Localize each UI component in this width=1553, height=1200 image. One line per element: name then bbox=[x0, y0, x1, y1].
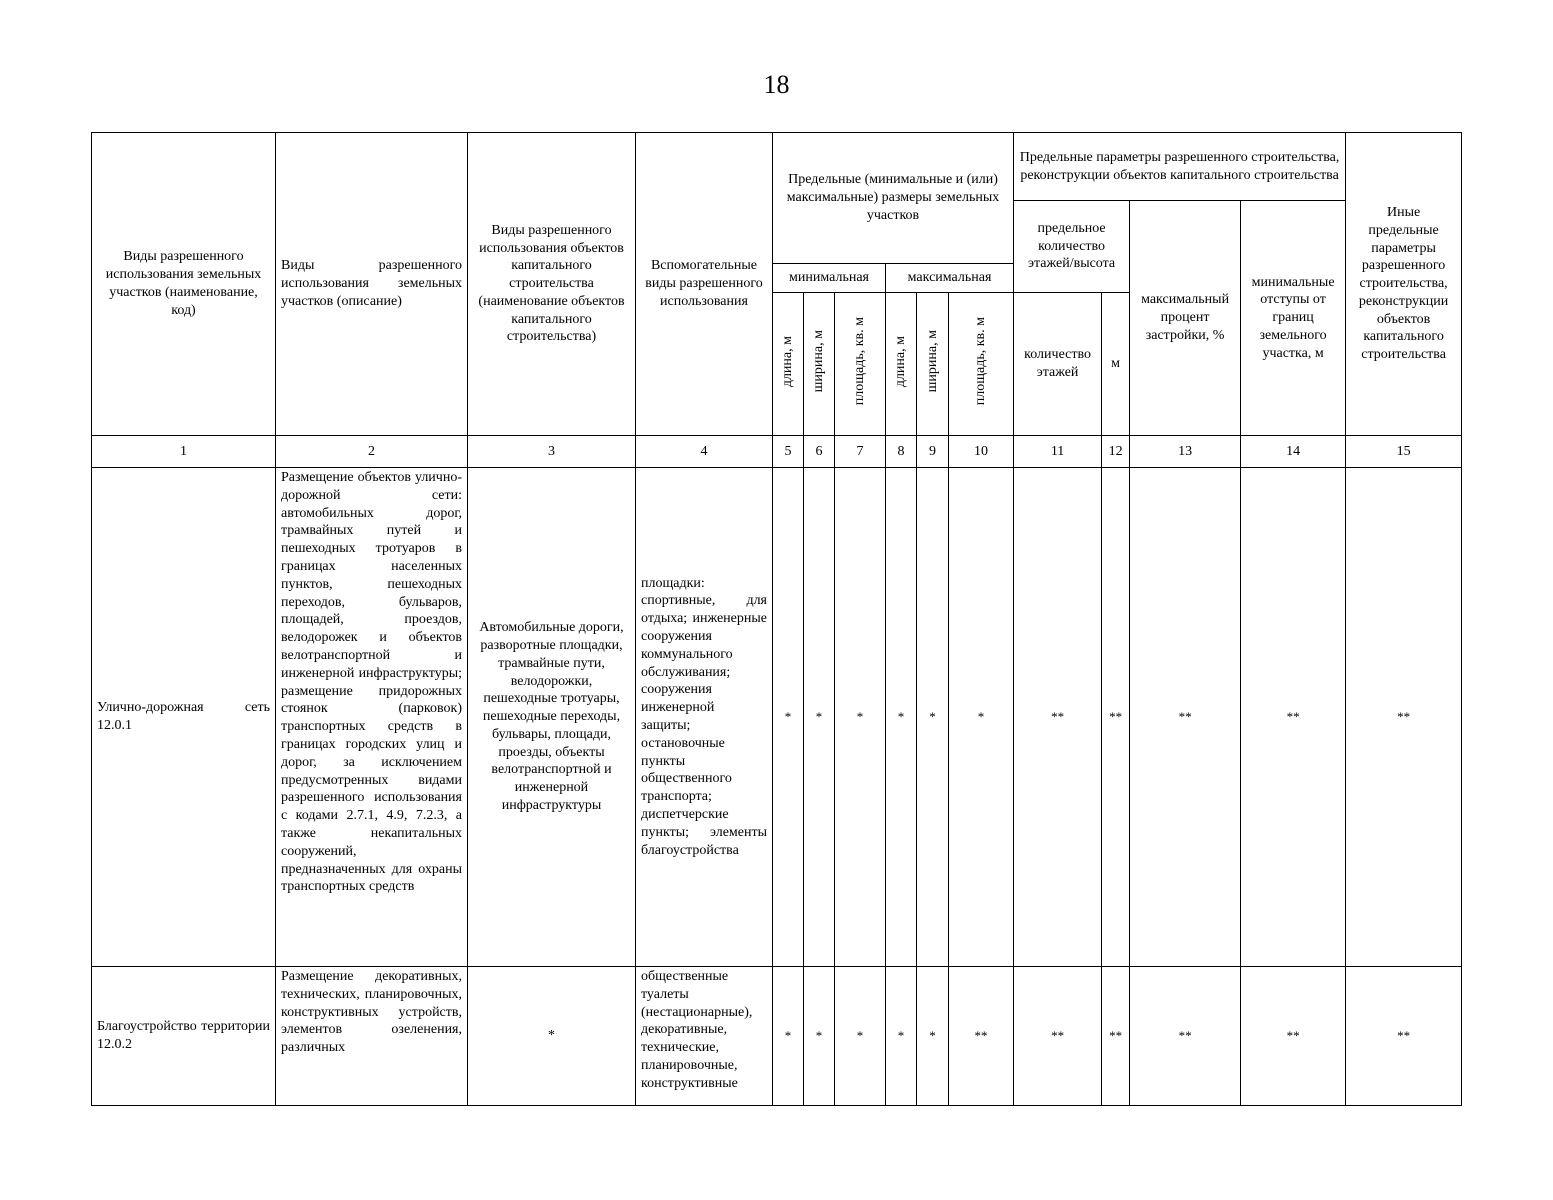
column-number: 2 bbox=[276, 436, 468, 468]
value-cell: * bbox=[835, 967, 886, 1106]
header-floors-count: количество этажей bbox=[1014, 293, 1102, 436]
zoning-table bbox=[91, 132, 1462, 1106]
value-cell: ** bbox=[949, 967, 1014, 1106]
capital-objects: Автомобильные дороги, разворотные площадки, трамвайные пути, велодорожки, пешеходные тротуары, пешеходные переходы, бульвары, площади, проезды, объекты велотранспортной и инженерной инфраструктуры bbox=[468, 468, 636, 967]
header-col3: Виды разрешенного использования объектов капитального строительства (наименование объектов капитального строительства) bbox=[468, 133, 636, 436]
value-cell: ** bbox=[1241, 967, 1346, 1106]
table-row bbox=[92, 468, 1462, 967]
value-cell: ** bbox=[1241, 468, 1346, 967]
value-cell: * bbox=[917, 468, 949, 967]
column-number: 12 bbox=[1102, 436, 1130, 468]
column-number: 10 bbox=[949, 436, 1014, 468]
header-group-params: Предельные параметры разрешенного строительства, реконструкции объектов капитального строительства bbox=[1014, 133, 1346, 201]
header-min: минимальная bbox=[773, 264, 886, 293]
column-number: 9 bbox=[917, 436, 949, 468]
land-use-description: Размещение объектов улично-дорожной сети: автомобильных дорог, трамвайных путей и пешеходных тротуаров в границах населенных пунктов, пешеходных переходов, бульваров, площадей, проездов, велодорожек и объектов велотранспортной и инженерной инфраструктуры; размещение придорожных стоянок (парковок) транспортных средств в границах городских улиц и дорог, за исключением предусмотренных видами разрешенного использования с кодами 2.7.1, 4.9, 7.2.3, а также некапитальных сооружений, предназначенных для охраны транспортных средств bbox=[276, 468, 468, 967]
table-row bbox=[92, 967, 1462, 1106]
header-max: максимальная bbox=[886, 264, 1014, 293]
column-number: 3 bbox=[468, 436, 636, 468]
value-cell: * bbox=[949, 468, 1014, 967]
land-use-description: Размещение декоративных, технических, планировочных, конструктивных устройств, элементов озеленения, различных bbox=[276, 967, 468, 1106]
header-other-params: Иные предельные параметры разрешенного строительства, реконструкции объектов капитального строительства bbox=[1346, 133, 1462, 436]
page-number: 18 bbox=[763, 70, 790, 99]
value-cell: ** bbox=[1102, 468, 1130, 967]
auxiliary-uses: общественные туалеты (нестационарные), декоративные, технические, планировочные, конструктивные bbox=[636, 967, 773, 1106]
value-cell: ** bbox=[1130, 967, 1241, 1106]
column-number: 1 bbox=[92, 436, 276, 468]
value-cell: ** bbox=[1102, 967, 1130, 1106]
value-cell: * bbox=[886, 468, 917, 967]
column-number: 5 bbox=[773, 436, 804, 468]
auxiliary-uses: площадки: спортивные, для отдыха; инженерные сооружения коммунального обслуживания; сооружения инженерной защиты; остановочные пункты общественного транспорта; диспетчерские пункты; элементы благоустройства bbox=[636, 468, 773, 967]
capital-objects: * bbox=[468, 967, 636, 1106]
column-number: 4 bbox=[636, 436, 773, 468]
header-group-sizes: Предельные (минимальные и (или) максимальные) размеры земельных участков bbox=[773, 133, 1014, 264]
column-number: 7 bbox=[835, 436, 886, 468]
value-cell: ** bbox=[1346, 967, 1462, 1106]
value-cell: * bbox=[773, 967, 804, 1106]
header-max-length: длина, м bbox=[886, 293, 917, 436]
land-use-name: Улично-дорожная сеть 12.0.1 bbox=[92, 468, 276, 967]
column-number: 13 bbox=[1130, 436, 1241, 468]
column-number: 6 bbox=[804, 436, 835, 468]
header-col2: Виды разрешенного использования земельных участков (описание) bbox=[276, 133, 468, 436]
column-number: 8 bbox=[886, 436, 917, 468]
header-min-width: ширина, м bbox=[804, 293, 835, 436]
column-numbers-row bbox=[92, 436, 1462, 468]
header-meters: м bbox=[1102, 293, 1130, 436]
header-floors-height: предельное количество этажей/высота bbox=[1014, 201, 1130, 293]
column-number: 11 bbox=[1014, 436, 1102, 468]
value-cell: * bbox=[835, 468, 886, 967]
header-min-setback: минимальные отступы от границ земельного участка, м bbox=[1241, 201, 1346, 436]
value-cell: ** bbox=[1130, 468, 1241, 967]
header-min-area: площадь, кв. м bbox=[835, 293, 886, 436]
header-max-width: ширина, м bbox=[917, 293, 949, 436]
value-cell: * bbox=[886, 967, 917, 1106]
header-col4: Вспомогательные виды разрешенного использования bbox=[636, 133, 773, 436]
value-cell: ** bbox=[1014, 468, 1102, 967]
value-cell: * bbox=[917, 967, 949, 1106]
value-cell: * bbox=[804, 468, 835, 967]
value-cell: ** bbox=[1014, 967, 1102, 1106]
column-number: 15 bbox=[1346, 436, 1462, 468]
header-max-area: площадь, кв. м bbox=[949, 293, 1014, 436]
value-cell: * bbox=[804, 967, 835, 1106]
value-cell: * bbox=[773, 468, 804, 967]
header-min-length: длина, м bbox=[773, 293, 804, 436]
header-col1: Виды разрешенного использования земельных участков (наименование, код) bbox=[92, 133, 276, 436]
header-max-percent: максимальный процент застройки, % bbox=[1130, 201, 1241, 436]
value-cell: ** bbox=[1346, 468, 1462, 967]
column-number: 14 bbox=[1241, 436, 1346, 468]
land-use-name: Благоустройство территории 12.0.2 bbox=[92, 967, 276, 1106]
